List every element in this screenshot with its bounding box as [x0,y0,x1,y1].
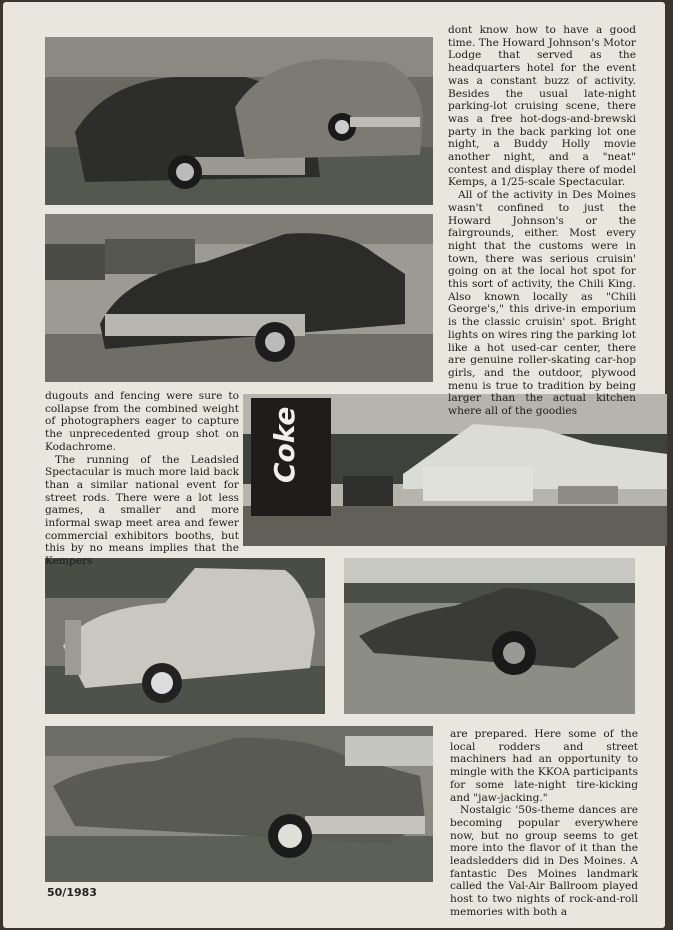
paragraph: dugouts and fencing were sure to collapse from the combined weight of photographers eager to capture the unprecedented group shot on Kodachrome. [45,390,239,453]
photo-custom-roadster [45,558,325,714]
paragraph: Nostalgic '50s-theme dances are becoming popular everywhere now, but no group seems to get more into the flavor of it than the leadsledders did in Des Moines. A fantastic Des Moines landmark called the Val-Air Ballroom played host to two nights of rock-and-roll memories with both a [450,804,638,918]
page-folio: 50/1983 [47,886,97,899]
column-top-right [448,24,636,418]
paragraph: are prepared. Here some of the local rodders and street machiners had an opportunity to mingle with the KKOA participants for some late-night tire-kicking and "jaw-jacking." [450,728,638,804]
paragraph: All of the activity in Des Moines wasn't confined to just the Howard Johnson's or the fairgrounds, either. Most every night that the customs were in town, there was serious cruisin' going on at the local hot spot for this sort of activity, the Chili King. Also known locally as "Chili George's," this drive-in emporium is the classic cruisin' spot. Bright lights on wires ring the parking lot like a hot used-car center, there are genuine roller-skating car-hop girls, and the outdoor, plywood menu is true to tradition by being larger than the actual kitchen where all of the goodies [448,189,636,418]
photo-two-sedans [45,37,433,205]
paragraph: dont know how to have a good time. The Howard Johnson's Motor Lodge that served as the headquarters hotel for the event was a constant buzz of activity. Besides the usual late-night parking-lot cruising scene, there was a free hot-dogs-and-brewski party in the back parking lot one night, a Buddy Holly movie another night, and a "neat" contest and display there of model Kemps, a 1/25-scale Spectacular. [448,24,636,189]
column-bottom-right [450,728,638,919]
coke-sign-text: Coke [268,406,301,483]
column-middle-left [45,390,239,568]
paragraph: The running of the Leadsled Spectacular is much more laid back than a similar national event for street rods. There were a lot less games, a smaller and more informal swap meet area and fewer commercial exhibitors booths, but this by no means implies that the Kempers [45,453,239,568]
photo-sports-car [344,558,635,714]
magazine-page [3,2,665,928]
photo-bel-air [45,726,433,882]
photo-custom-sedan [45,214,433,382]
